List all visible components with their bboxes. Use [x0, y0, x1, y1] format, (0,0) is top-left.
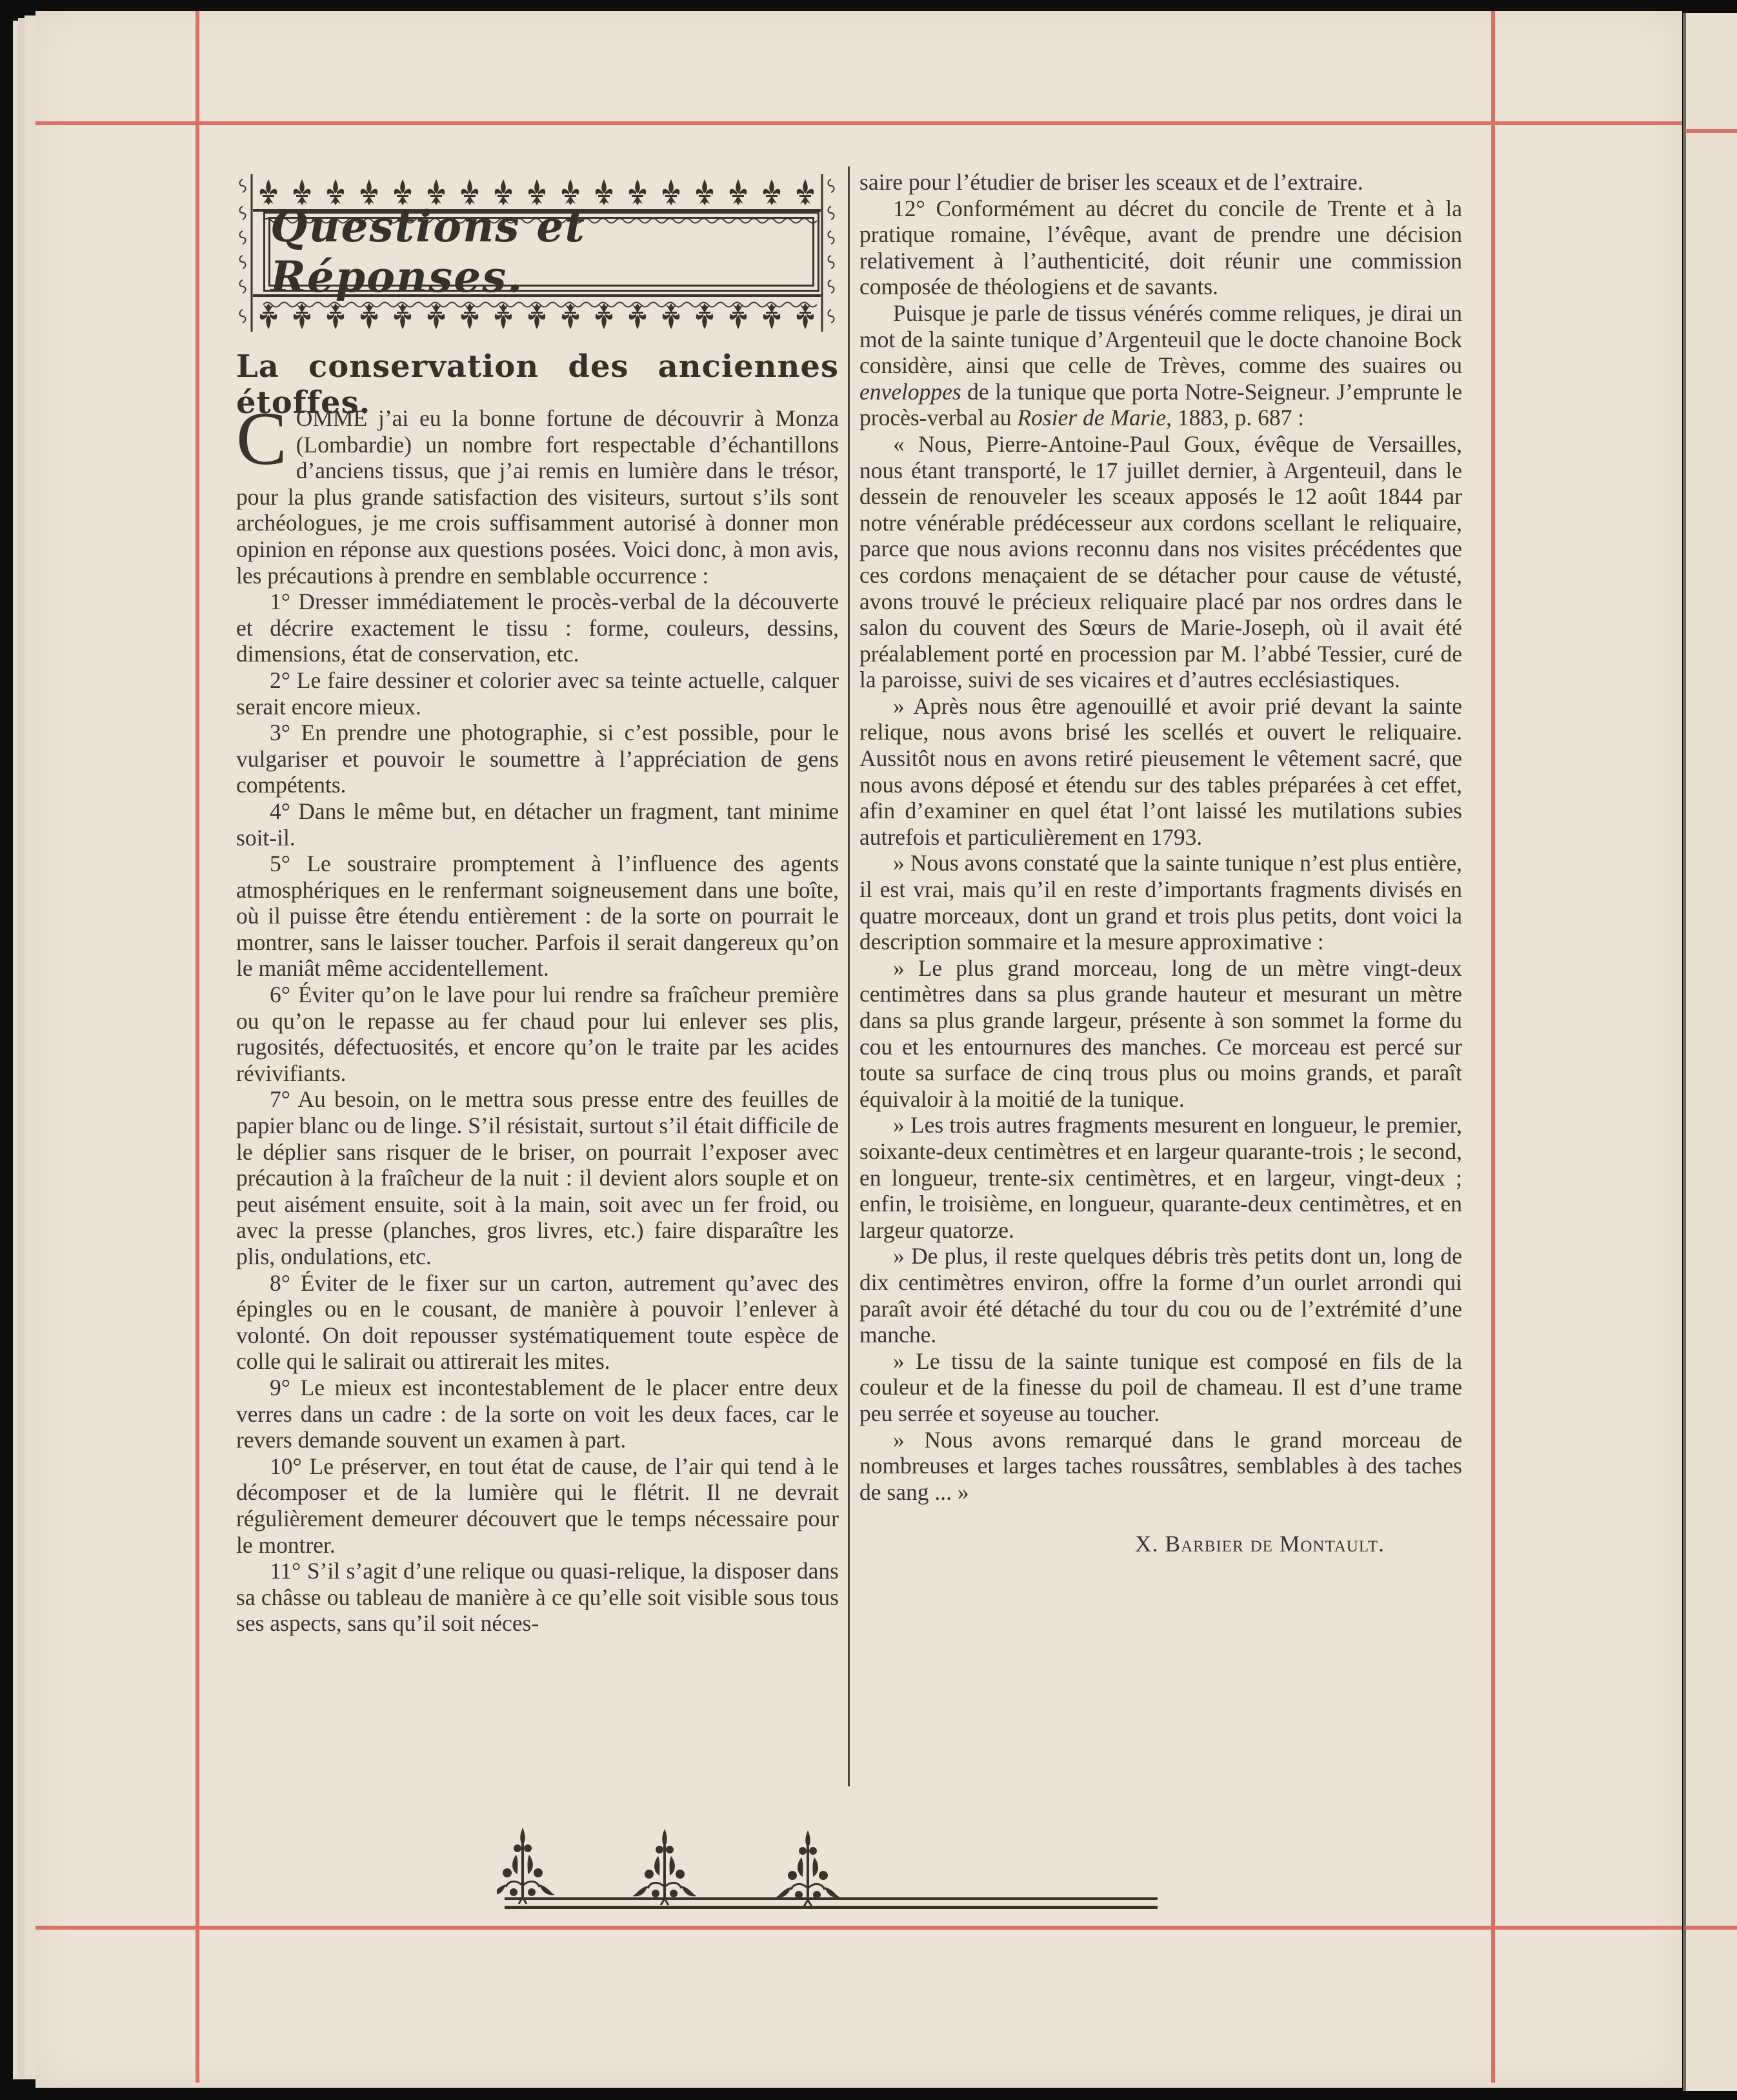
continuation-line: saire pour l’étudier de briser les sceaux et de l’extraire.: [859, 169, 1363, 195]
quote-paragraph: » Nous avons remarqué dans le grand morceau de nombreuses et larges taches roussâtres, semblables à des taches de sang ... »: [859, 1426, 1462, 1505]
intro-paragraph: COMME j’ai eu la bonne fortune de découvrir à Monza (Lombardie) un nombre fort respectable d’échantillons d’anciens tissus, que j’ai remis en lumière dans le trésor, pour la plus grande satisfaction des visiteurs, surtout s’ils sont archéologues, je me crois suffisamment autorisé à donner mon opinion en réponse aux questions posées. Voici donc, à mon avis, les précautions à prendre en semblable occurrence :: [236, 396, 839, 589]
quote-paragraph: » Nous avons constaté que la sainte tunique n’est plus entière, il est vrai, mais qu’il en reste d’importants fragments divisés en quatre morceaux, dont un grand et trois plus petits, dont voici la description sommaire et la mesure approximative :: [859, 850, 1462, 955]
quote-paragraph: » Les trois autres fragments mesurent en longueur, le premier, soixante-deux centimètres et en largeur quarante-trois ; le second, en longueur, trente-six centimètres, et en largeur, vingt-deux ; enfin, le troisième, en longueur, quarante-deux centimètres, et en largeur quatorze.: [859, 1112, 1462, 1243]
scroll-icon: [828, 179, 834, 192]
title-cartouche: [237, 173, 838, 333]
italic-term: enveloppes: [859, 378, 961, 405]
scroll-icon: [828, 256, 834, 268]
list-item: 7° Au besoin, on le mettra sous presse entre des feuilles de papier blanc ou de linge. S’il résistait, surtout s’il était difficile de le déplier sans risquer de le briser, on pourrait l’exposer avec précaution à la fraîcheur de la nuit : il devient alors souple et on peut aisément ensuite, soit à la main, soit avec un fer froid, ou avec la presse (planches, gros livres, etc.) faire disparaître les plis, ondulations, etc.: [236, 1086, 839, 1269]
list-item: 10° Le préserver, en tout état de cause, de l’air qui tend à le décomposer et de la lumière qui le flétrit. Il ne devrait régulièrement demeurer découvert que le temps nécessaire pour le montrer.: [236, 1453, 839, 1558]
list-item: 8° Éviter de le fixer sur un carton, autrement qu’avec des épingles ou en le cousant, de manière à pouvoir l’enlever à volonté. On doit repousser systématiquement toute espèce de colle qui le salirait ou attirerait les mites.: [236, 1269, 839, 1375]
list-item: 11° S’il s’agit d’une relique ou quasi-relique, la disposer dans sa châsse ou tableau de manière à ce qu’elle soit visible sous tous ses aspects, sans qu’il soit néces-: [236, 1558, 839, 1637]
quote-paragraph: » De plus, il reste quelques débris très petits dont un, long de dix centimètres environ, offre la forme d’un ourlet arrondi qui paraît avoir été détaché du tour du cou ou de l’extrémité d’une manche.: [859, 1243, 1462, 1348]
floral-sprig-icon: [632, 1829, 697, 1905]
title-frame: [268, 201, 814, 302]
floral-sprig-icon: [776, 1830, 840, 1906]
red-rule-left: [196, 11, 199, 2083]
red-rule-bottom: [35, 1926, 1682, 1930]
red-rule-next-page: [1685, 1926, 1737, 1930]
column-divider: [848, 167, 850, 1786]
scroll-icon: [828, 310, 834, 323]
list-item: 4° Dans le même but, en détacher un fragment, tant minime soit-il.: [236, 798, 839, 851]
scroll-icon: [828, 207, 834, 219]
quote-paragraph: » Le tissu de la sainte tunique est composé en fils de la couleur et de la finesse du poil de chameau. Il est d’une trame peu serrée et soyeuse au toucher.: [859, 1348, 1462, 1426]
list-item: 5° Le soustraire promptement à l’influence des agents atmosphériques en le renfermant soigneusement dans une boîte, où il puisse être étendu entièrement : de la sorte on pourrait le montrer, sans le laisser toucher. Parfois il serait dangereux qu’on le maniât même accidentellement.: [236, 851, 839, 982]
scroll-icon: [240, 310, 246, 323]
red-rule-next-page: [1685, 129, 1737, 133]
list-item: 9° Le mieux est incontestablement de le placer entre deux verres dans un cadre : de la sorte on voit les deux faces, car le revers demande souvent un examen à part.: [236, 1374, 839, 1453]
list-item: 1° Dresser immédiatement le procès-verbal de la découverte et décrire exactement le tissu : forme, couleurs, dessins, dimensions, état de conservation, etc.: [236, 589, 839, 667]
floral-sprig-icon: [497, 1828, 555, 1904]
quote-paragraph: » Le plus grand morceau, long de un mètre vingt-deux centimètres dans sa plus grande hauteur et mesurant un mètre dans sa plus grande largeur, présente à son sommet la forme du cou et les entournures des manches. Ce morceau est percé sur toute sa surface de cinq trous plus ou moins grands, et paraît équivaloir à la moitié de la tunique.: [859, 954, 1462, 1112]
article-right-column: [859, 169, 1462, 1557]
quote-paragraph: « Nous, Pierre-Antoine-Paul Goux, évêque de Versailles, nous étant transporté, le 17 juillet dernier, à Argenteuil, dans le dessein de renouveler les sceaux apposés le 12 août 1844 par notre vénérable prédécesseur aux cordons scellant le reliquaire, parce que nous avions reconnu dans nos visites précédentes que ces cordons menaçaient de se détacher pour cause de vétusté, avons trouvé le précieux reliquaire placé par nos ordres dans le salon du couvent des Sœurs de Marie-Joseph, où il avait été préalablement porté en procession par M. l’abbé Tessier, curé de la paroisse, suivi de ses vicaires et d’autres ecclésiastiques.: [859, 430, 1462, 693]
scroll-icon: [240, 179, 246, 192]
scroll-icon: [240, 207, 246, 219]
source-title: Rosier de Marie: [1017, 405, 1167, 431]
scroll-icon: [240, 280, 246, 293]
footer-rule: [505, 1897, 1158, 1900]
paragraph: Puisque je parle de tissus vénérés comme reliques, je dirai un mot de la sainte tunique d’Argenteuil que le docte chanoine Bock considère, ainsi que celle de Trèves, comme des suaires ou enveloppes de la tunique que porta Notre-Seigneur. J’emprunte le procès-verbal au Rosier de Marie, 1883, p. 687 :: [859, 299, 1462, 431]
adjacent-page-edge: [1683, 13, 1737, 2091]
footer-ornament: [497, 1813, 1171, 1910]
scroll-icon: [240, 256, 246, 268]
author-signature: X. Barbier de Montault.: [1135, 1531, 1385, 1557]
article-heading: La conservation des anciennes étoffes.: [236, 348, 839, 421]
footer-rule: [505, 1906, 1158, 1909]
quote-paragraph: » Après nous être agenouillé et avoir prié devant la sainte relique, nous avons brisé les scellés et ouvert le reliquaire. Aussitôt nous en avons retiré pieusement le vêtement sacré, que nous avons déposé et étendu sur des tables préparées à cet effet, afin d’examiner en quel état l’ont laissé les mutilations subies autrefois et particulièrement en 1793.: [859, 692, 1462, 850]
scroll-icon: [828, 231, 834, 244]
list-item: 2° Le faire dessiner et colorier avec sa teinte actuelle, calquer serait encore mieux.: [236, 667, 839, 720]
page-title: Questions et Réponses.: [270, 201, 586, 302]
list-item: 3° En prendre une photographie, si c’est possible, pour le vulgariser et pouvoir le soumettre à l’appréciation de gens compétents.: [236, 720, 839, 798]
list-item: 12° Conformément au décret du concile de Trente et à la pratique romaine, l’évêque, avant de prendre une décision relativement à l’authenticité, doit réunir une commission composée de théologiens et de savants.: [859, 195, 1462, 300]
scroll-icon: [828, 280, 834, 293]
article-left-column: [236, 396, 839, 1637]
red-rule-right: [1491, 11, 1495, 2083]
scroll-icon: [240, 231, 246, 244]
list-item: 6° Éviter qu’on le lave pour lui rendre sa fraîcheur première ou qu’on le repasse au fer chaud pour lui enlever ses plis, rugosités, défectuosités, et encore qu’on le traite par les acides révivifiants.: [236, 982, 839, 1086]
red-rule-top: [35, 121, 1682, 125]
drop-cap: C: [236, 396, 287, 481]
